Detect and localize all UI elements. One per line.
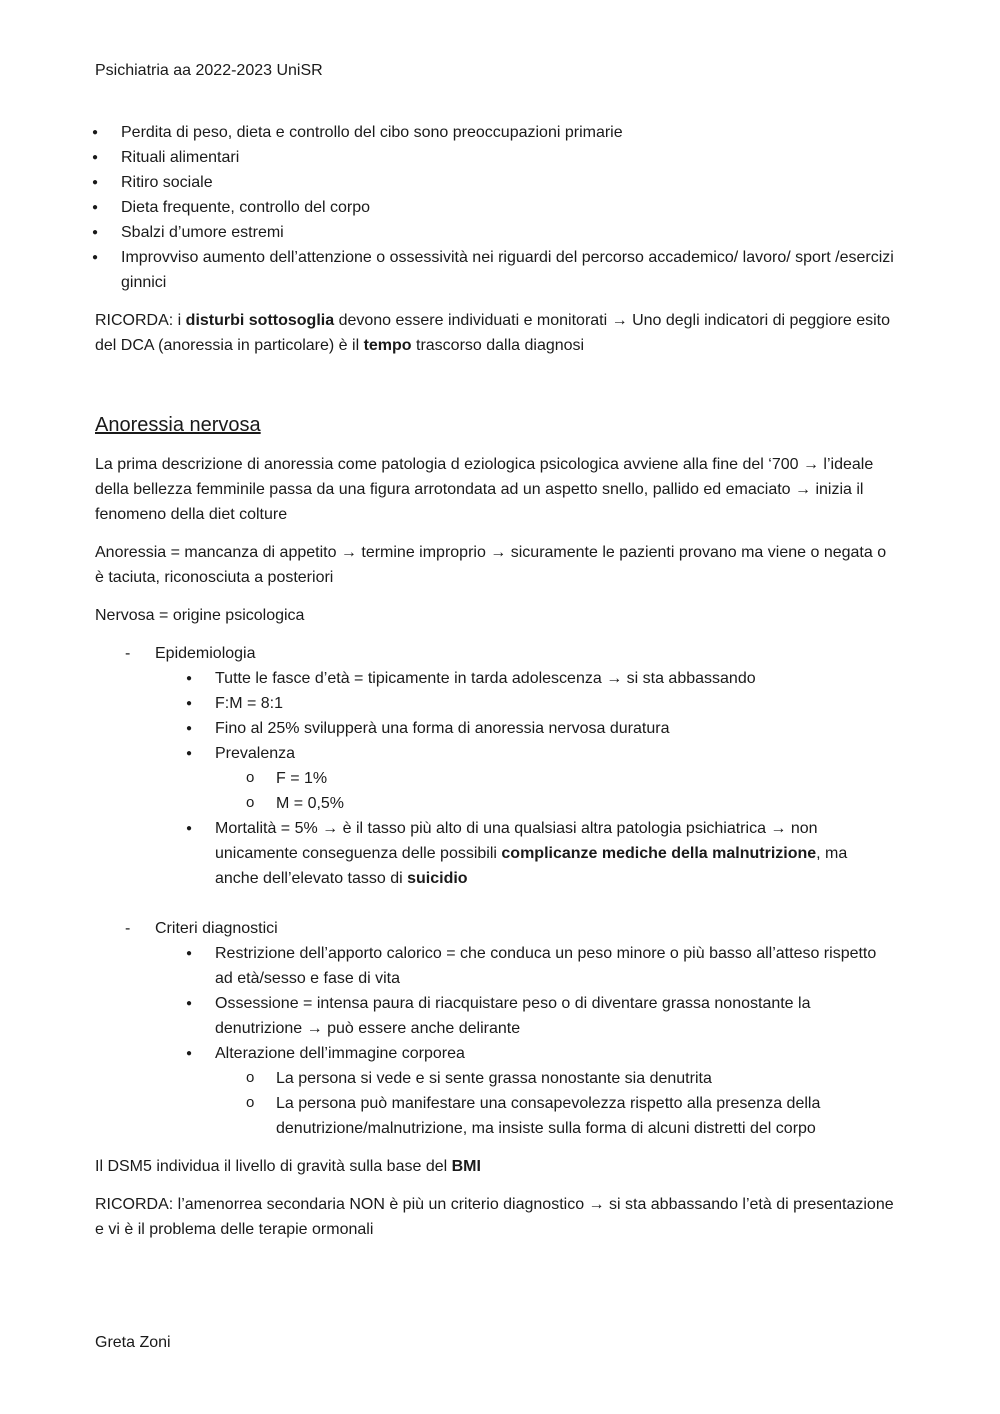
body-image-list	[215, 1066, 895, 1141]
list-item: o M = 0,5%	[276, 791, 895, 816]
criteria-label: Criteri diagnostici	[155, 920, 278, 937]
list-item: o La persona si vede e si sente grassa nonostante sia denutrita	[276, 1066, 895, 1091]
criteria-item	[155, 916, 895, 1141]
section-title: Anoressia nervosa	[95, 414, 261, 436]
epidemiology-label: Epidemiologia	[155, 645, 256, 662]
paragraph-dsm: Il DSM5 individua il livello di gravità sulla base del BMI	[95, 1158, 481, 1175]
paragraph-nervosa: Nervosa = origine psicologica	[95, 607, 305, 624]
document-body	[95, 120, 895, 1242]
list-item: ● Prevalenza o F = 1% o M = 0,5%	[215, 741, 895, 816]
page-header: Psichiatria aa 2022-2023 UniSR	[95, 62, 323, 79]
list-item: ● Fino al 25% svilupperà una forma di anoressia nervosa duratura	[215, 716, 895, 741]
list-item: ● Sbalzi d’umore estremi	[121, 220, 895, 245]
epidemiology-list	[155, 666, 895, 891]
page-footer: Greta Zoni	[95, 1334, 171, 1351]
ricorda-note-2: RICORDA: l’amenorrea secondaria NON è più un criterio diagnostico → si sta abbassando l’età di presentazione e vi è il problema delle terapie ormonali	[95, 1196, 894, 1238]
list-item: ● Alterazione dell’immagine corporea o La persona si vede e si sente grassa nonostante sia denutrita o La persona può manifestare una consapevolezza rispetto alla presenza della denutrizione/malnutrizione, ma insiste sulla forma di alcuni distretti del corpo	[215, 1041, 895, 1141]
list-item: ● F:M = 8:1	[215, 691, 895, 716]
epidemiology-item	[155, 641, 895, 891]
list-item: ● Perdita di peso, dieta e controllo del cibo sono preoccupazioni primarie	[121, 120, 895, 145]
list-item: ● Restrizione dell’apporto calorico = che conduca un peso minore o più basso all’atteso rispetto ad età/sesso e fase di vita	[215, 941, 895, 991]
paragraph-history: La prima descrizione di anoressia come patologia d eziologica psicologica avviene alla fine del ‘700 → l’ideale della bellezza femminile passa da una figura arrotondata ad un aspetto snello, pallido ed emaciato → inizia il fenomeno della diet colture	[95, 456, 874, 523]
list-item: ● Ossessione = intensa paura di riacquistare peso o di diventare grassa nonostante la denutrizione → può essere anche delirante	[215, 991, 895, 1041]
list-item: o La persona può manifestare una consapevolezza rispetto alla presenza della denutrizione/malnutrizione, ma insiste sulla forma di alcuni distretti del corpo	[276, 1091, 895, 1141]
list-item: ● Mortalità = 5% → è il tasso più alto di una qualsiasi altra patologia psichiatrica → non unicamente conseguenza delle possibili complicanze mediche della malnutrizione, ma anche dell’elevato tasso di suicidio	[215, 816, 895, 891]
ricorda-note-1: RICORDA: i disturbi sottosoglia devono essere individuati e monitorati → Uno degli indicatori di peggiore esito del DCA (anoressia in particolare) è il tempo trascorso dalla diagnosi	[95, 312, 890, 354]
list-item: ● Tutte le fasce d’età = tipicamente in tarda adolescenza → si sta abbassando	[215, 666, 895, 691]
list-item: ● Ritiro sociale	[121, 170, 895, 195]
paragraph-definition: Anoressia = mancanza di appetito → termine improprio → sicuramente le pazienti provano ma viene o negata o è taciuta, riconosciuta a posteriori	[95, 544, 887, 586]
section-list	[95, 641, 895, 1141]
list-item: ● Dieta frequente, controllo del corpo	[121, 195, 895, 220]
list-item: o F = 1%	[276, 766, 895, 791]
criteria-list	[155, 941, 895, 1141]
symptom-list	[0, 120, 895, 295]
prevalence-list	[215, 766, 895, 816]
list-item: ● Improvviso aumento dell’attenzione o ossessività nei riguardi del percorso accademico/ lavoro/ sport /esercizi ginnici	[121, 245, 895, 295]
list-item: ● Rituali alimentari	[121, 145, 895, 170]
